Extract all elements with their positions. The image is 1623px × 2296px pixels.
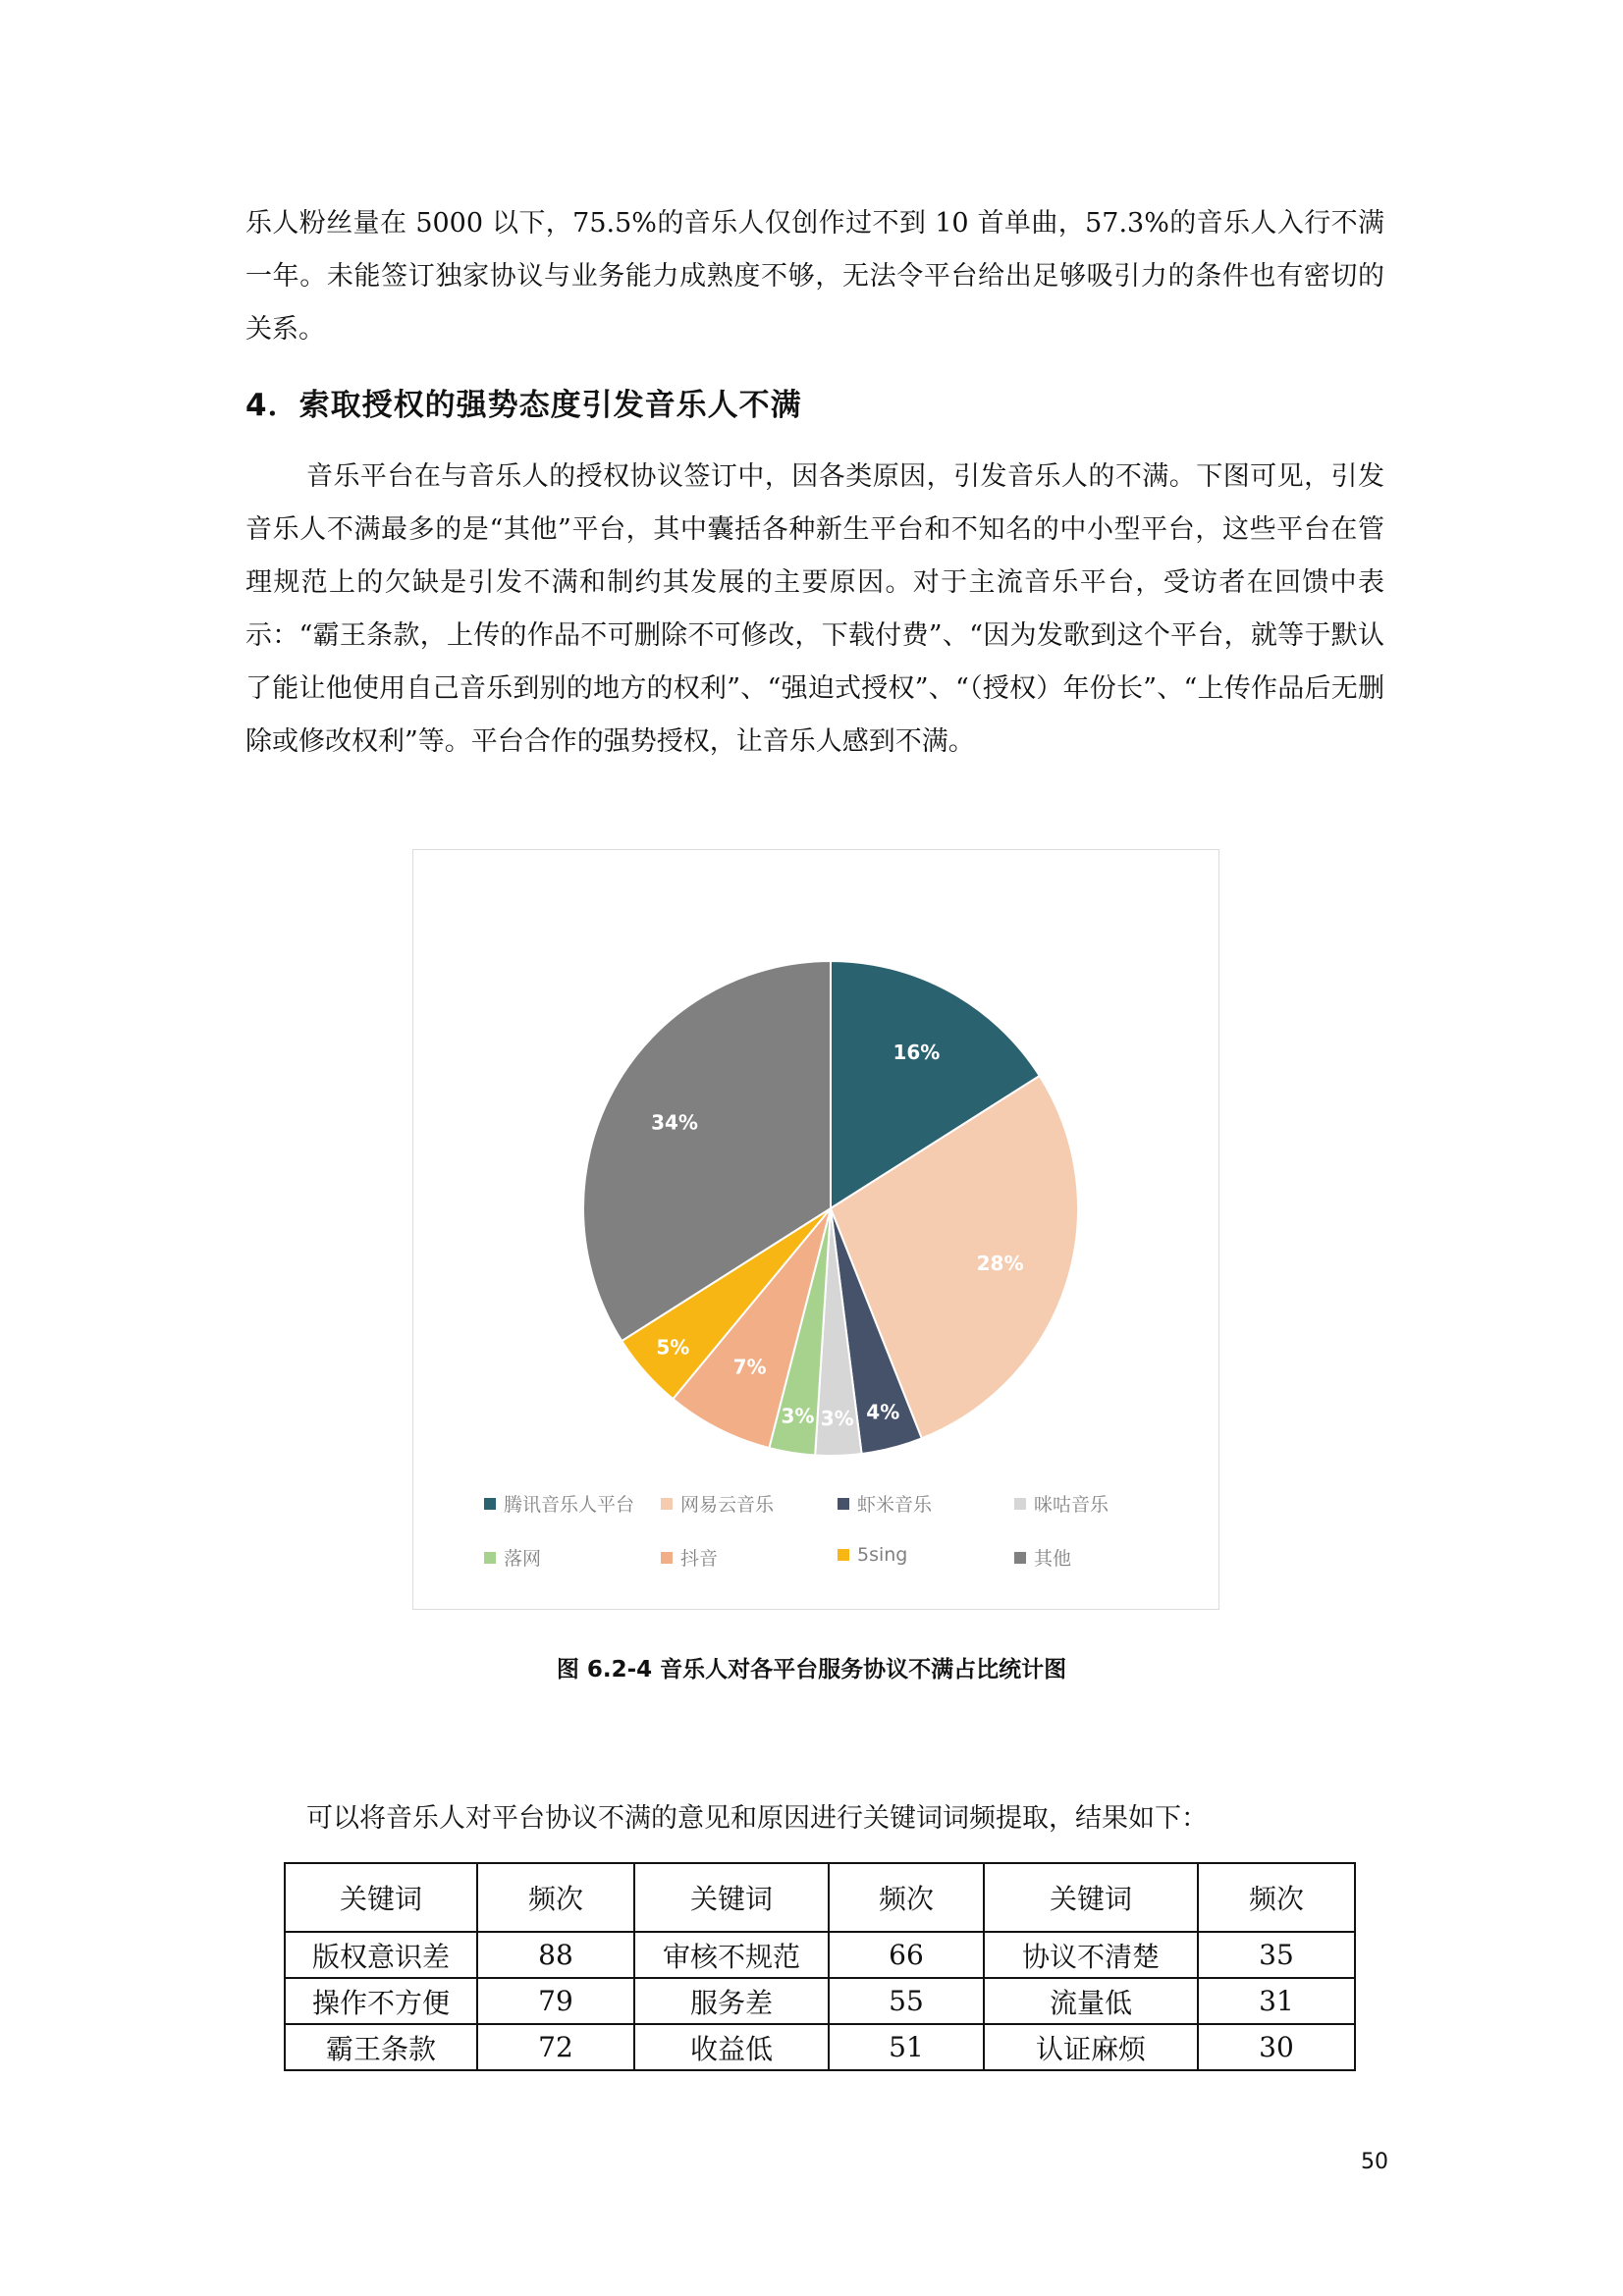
legend-item: [1014, 1544, 1071, 1571]
table-row: [285, 2024, 1355, 2070]
legend-label: 虾米音乐: [857, 1494, 933, 1516]
table-cell: 51: [829, 2024, 984, 2070]
table-cell: 30: [1198, 2024, 1355, 2070]
body-paragraph: 音乐平台在与音乐人的授权协议签订中，因各类原因，引发音乐人的不满。下图可见，引发音乐人不满最多的是“其他”平台，其中囊括各种新生平台和不知名的中小型平台，这些平台在管理规范上的欠缺是引发不满和制约其发展的主要原因。对于主流音乐平台，受访者在回馈中表示：“霸王条款，上传的作品不可删除不可修改，下载付费”、“因为发歌到这个平台，就等于默认了能让他使用自己音乐到别的地方的权利”、“强迫式授权”、“（授权）年份长”、“上传作品后无删除或修改权利”等。平台合作的强势授权，让音乐人感到不满。: [245, 461, 1384, 757]
table-cell: 认证麻烦: [984, 2024, 1198, 2070]
table-cell: 收益低: [634, 2024, 829, 2070]
legend-item: [484, 1490, 634, 1517]
pie-chart: [413, 850, 1220, 1478]
table-cell: 66: [829, 1932, 984, 1978]
legend-swatch: [1014, 1498, 1026, 1510]
header-frequency: 频次: [1198, 1863, 1355, 1932]
table-cell: 审核不规范: [634, 1932, 829, 1978]
table-cell: 版权意识差: [285, 1932, 477, 1978]
legend-swatch: [661, 1552, 673, 1564]
table-cell: 协议不清楚: [984, 1932, 1198, 1978]
header-keyword: 关键词: [634, 1863, 829, 1932]
table-row: [285, 1932, 1355, 1978]
legend-item: [838, 1544, 907, 1566]
table-cell: 霸王条款: [285, 2024, 477, 2070]
legend-swatch: [484, 1498, 496, 1510]
legend-item: [484, 1544, 541, 1571]
header-keyword: 关键词: [984, 1863, 1198, 1932]
header-frequency: 频次: [477, 1863, 634, 1932]
pie-value-label: 16%: [893, 1041, 941, 1065]
header-keyword: 关键词: [285, 1863, 477, 1932]
keyword-frequency-table: [284, 1862, 1356, 2071]
table-cell: 操作不方便: [285, 1978, 477, 2024]
table-cell: 31: [1198, 1978, 1355, 2024]
figure-caption: 图 6.2-4 音乐人对各平台服务协议不满占比统计图: [556, 1657, 1067, 1682]
legend-item: [661, 1490, 774, 1517]
table-header-row: [285, 1863, 1355, 1932]
pie-value-label: 5%: [656, 1335, 690, 1360]
pie-value-label: 3%: [781, 1404, 815, 1428]
legend-label: 其他: [1034, 1548, 1072, 1570]
legend-label: 咪咕音乐: [1034, 1494, 1109, 1516]
page-number: 50: [1361, 2150, 1388, 2174]
table-cell: 服务差: [634, 1978, 829, 2024]
legend-label: 腾讯音乐人平台: [504, 1494, 635, 1516]
legend-label: 网易云音乐: [680, 1494, 775, 1516]
table-cell: 55: [829, 1978, 984, 2024]
legend-swatch: [838, 1498, 849, 1510]
table-cell: 79: [477, 1978, 634, 2024]
section-heading: 4．索取授权的强势态度引发音乐人不满: [245, 388, 802, 423]
legend-swatch: [1014, 1552, 1026, 1564]
table-cell: 35: [1198, 1932, 1355, 1978]
pie-value-label: 3%: [820, 1407, 854, 1431]
legend-item: [661, 1544, 718, 1571]
legend-swatch: [838, 1549, 849, 1561]
table-cell: 72: [477, 2024, 634, 2070]
legend-item: [1014, 1490, 1109, 1517]
table-cell: 88: [477, 1932, 634, 1978]
pie-value-label: 4%: [866, 1400, 900, 1424]
table-intro-paragraph: 可以将音乐人对平台协议不满的意见和原因进行关键词词频提取，结果如下：: [306, 1803, 1208, 1834]
intro-paragraph: 乐人粉丝量在 5000 以下，75.5%的音乐人仅创作过不到 10 首单曲，57.3%的音乐人入行不满一年。未能签订独家协议与业务能力成熟度不够，无法令平台给出足够吸引力的条件也有密切的关系。: [245, 208, 1384, 345]
table-row: [285, 1978, 1355, 2024]
legend-label: 5sing: [857, 1544, 908, 1566]
pie-value-label: 34%: [651, 1110, 698, 1135]
legend-label: 抖音: [680, 1548, 719, 1570]
legend-swatch: [661, 1498, 673, 1510]
legend-swatch: [484, 1552, 496, 1564]
pie-value-label: 7%: [732, 1355, 767, 1379]
pie-value-label: 28%: [976, 1252, 1024, 1276]
legend-label: 落网: [504, 1548, 542, 1570]
legend-item: [838, 1490, 932, 1517]
header-frequency: 频次: [829, 1863, 984, 1932]
table-cell: 流量低: [984, 1978, 1198, 2024]
pie-chart-figure: [412, 849, 1219, 1610]
